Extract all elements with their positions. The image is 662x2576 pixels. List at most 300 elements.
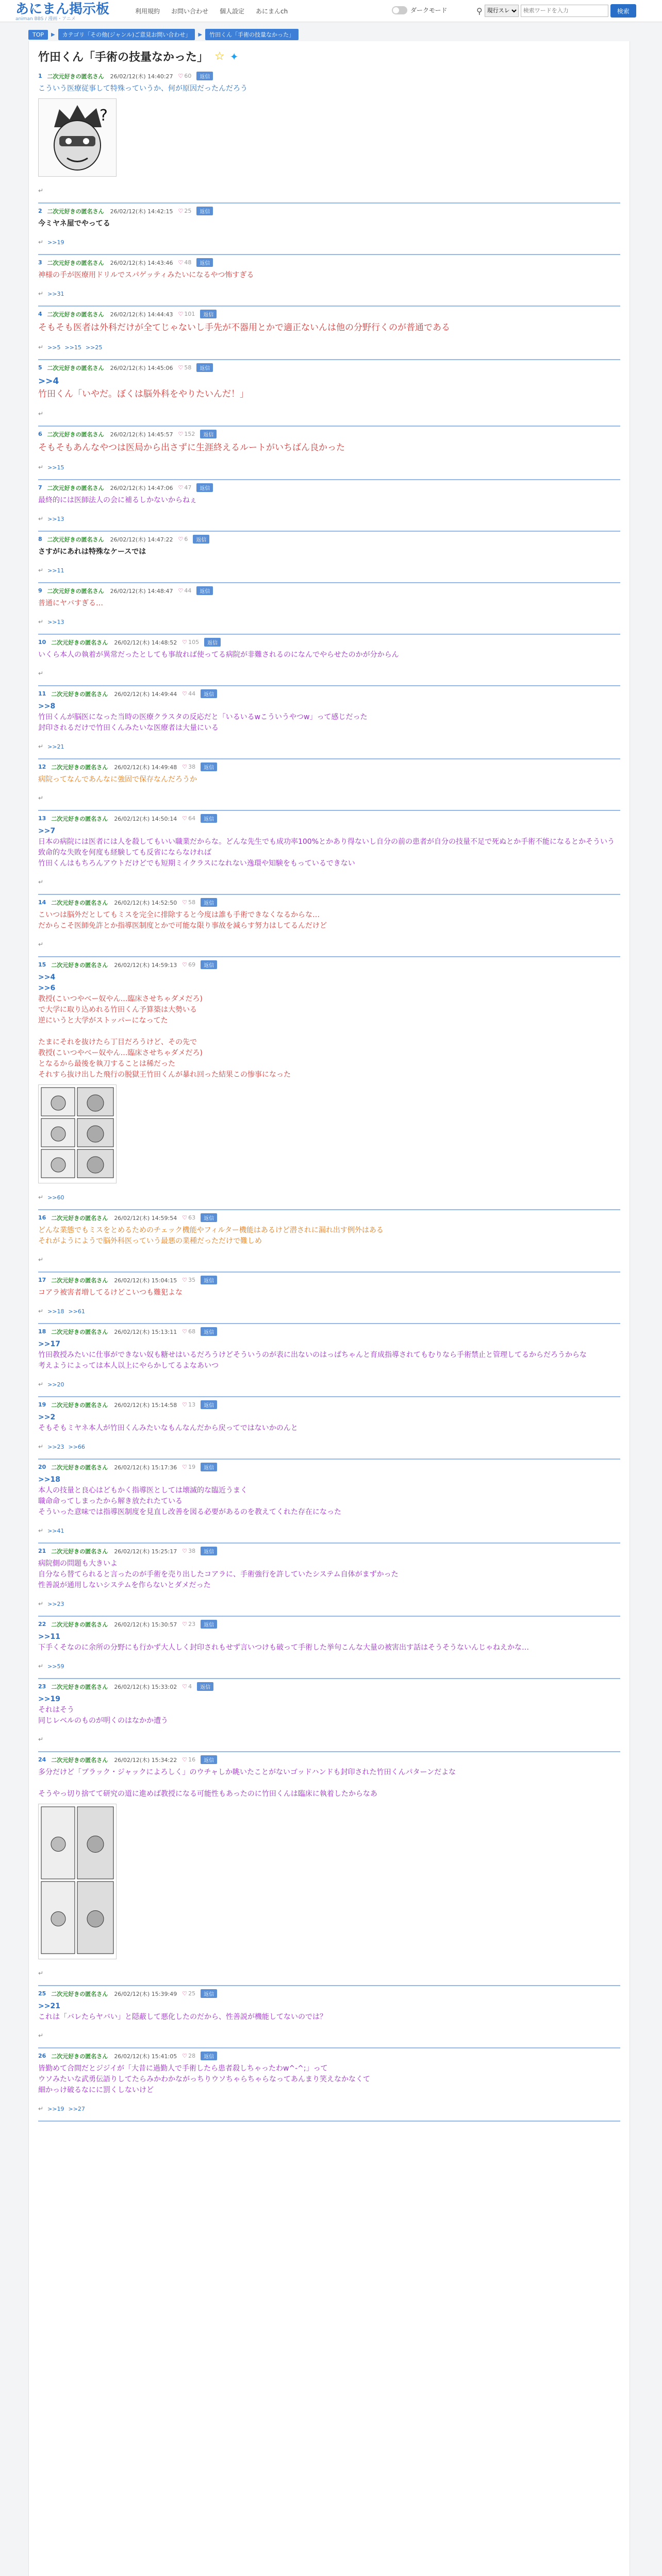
post-author: 二次元好きの匿名さん (51, 815, 108, 822)
like-count: 38 (188, 1548, 196, 1554)
post-item (29, 2048, 630, 2122)
search-input[interactable] (521, 5, 608, 17)
reply-link[interactable]: >>61 (68, 1308, 85, 1315)
post-item (29, 1324, 630, 1397)
post-meta (38, 960, 620, 969)
post-meta (38, 2052, 620, 2060)
post-text: 竹田くんが脳医になった当時の医療クラスタの反応だと「いるいるwこういうやつw」って感じだった 封印されるだけで竹田くんみたいな医療者は大量にいる (38, 713, 368, 732)
heart-icon[interactable]: ♡ (178, 431, 184, 437)
reply-arrow-icon[interactable]: ↵ (38, 794, 44, 802)
post-anchor-link[interactable]: >>18 (38, 1476, 60, 1484)
nav-settings[interactable]: 個人設定 (220, 8, 245, 15)
heart-icon[interactable]: ♡ (178, 259, 184, 266)
breadcrumb (28, 29, 302, 40)
reply-link[interactable]: >>31 (47, 290, 64, 297)
reply-arrow-icon[interactable]: ↵ (38, 1381, 44, 1388)
post-number[interactable]: 25 (38, 1990, 46, 1997)
post-divider (38, 810, 620, 811)
heart-icon[interactable]: ♡ (182, 639, 188, 646)
post-date: 26/02/12(木) 14:52:50 (114, 899, 177, 906)
reply-button[interactable]: 返信 (196, 258, 213, 267)
post-date: 26/02/12(木) 14:47:22 (110, 536, 173, 543)
post-number[interactable]: 9 (38, 587, 42, 594)
post-footer (38, 663, 620, 685)
reply-button[interactable]: 返信 (204, 638, 221, 647)
post-anchor-link[interactable]: >>17 (38, 1340, 60, 1348)
heart-icon[interactable]: ♡ (182, 1683, 188, 1690)
post-divider (38, 1751, 620, 1752)
heart-icon[interactable]: ♡ (182, 764, 188, 770)
post-meta (38, 72, 620, 80)
post-date: 26/02/12(木) 15:04:15 (114, 1277, 177, 1284)
reply-link[interactable]: >>41 (47, 1527, 64, 1534)
post-number[interactable]: 3 (38, 259, 42, 266)
post-body (38, 1998, 620, 2025)
reply-button[interactable]: 返信 (201, 1755, 217, 1764)
reply-link[interactable]: >>23 (47, 1600, 64, 1607)
post-date: 26/02/12(木) 15:39:49 (114, 1990, 177, 1997)
post-footer (38, 2098, 620, 2121)
post-body (38, 544, 620, 560)
reply-link[interactable]: >>25 (85, 344, 103, 351)
post-author: 二次元好きの匿名さん (51, 1401, 108, 1409)
post-author: 二次元好きの匿名さん (47, 536, 104, 543)
reply-arrow-icon[interactable]: ↵ (38, 878, 44, 886)
like-count: 47 (184, 484, 192, 491)
post-image-manga-panel[interactable] (38, 1804, 117, 1959)
like-count: 13 (188, 1401, 196, 1408)
dark-mode-toggle[interactable] (392, 6, 407, 14)
post-footer (38, 1249, 620, 1272)
post-body (38, 215, 620, 231)
reply-arrow-icon[interactable]: ↵ (38, 1194, 44, 1201)
reply-arrow-icon[interactable]: ↵ (38, 670, 44, 677)
post-item (29, 307, 630, 360)
post-body (38, 1691, 620, 1728)
heart-icon[interactable]: ♡ (178, 587, 184, 594)
post-number[interactable]: 5 (38, 364, 42, 371)
post-item (29, 255, 630, 307)
reply-arrow-icon[interactable]: ↵ (38, 1527, 44, 1534)
post-text: 今ミヤネ屋でやってる (38, 219, 110, 228)
post-anchor-link[interactable]: >>2 (38, 1413, 56, 1421)
post-author: 二次元好きの匿名さん (51, 1464, 108, 1471)
reply-arrow-icon[interactable]: ↵ (38, 2105, 44, 2112)
post-meta (38, 1989, 620, 1998)
post-item (29, 1397, 630, 1460)
post-meta (38, 1755, 620, 1764)
post-author: 二次元好きの匿名さん (51, 1328, 108, 1335)
post-item (29, 583, 630, 635)
post-item (29, 686, 630, 759)
reply-link[interactable]: >>21 (47, 743, 64, 750)
post-date: 26/02/12(木) 15:25:17 (114, 1548, 177, 1555)
post-body (38, 267, 620, 283)
breadcrumb-thread[interactable]: 竹田くん「手術の技量なかった」 (205, 29, 299, 40)
post-footer (38, 283, 620, 306)
post-item (29, 204, 630, 255)
post-anchor-link[interactable]: >>11 (38, 1633, 60, 1641)
post-body (38, 1629, 620, 1655)
reply-arrow-icon[interactable]: ↵ (38, 239, 44, 246)
heart-icon[interactable]: ♡ (182, 1621, 188, 1628)
reply-link[interactable]: >>13 (47, 515, 64, 522)
reply-arrow-icon[interactable]: ↵ (38, 410, 44, 417)
reply-arrow-icon[interactable]: ↵ (38, 618, 44, 625)
post-number[interactable]: 18 (38, 1328, 46, 1335)
like-count: 64 (188, 815, 196, 822)
reply-button[interactable]: 返信 (193, 535, 209, 544)
post-body (38, 438, 620, 456)
reply-button[interactable]: 返信 (197, 1682, 213, 1691)
nav-animanch[interactable]: あにまんch (256, 8, 288, 15)
post-item (29, 635, 630, 686)
post-number[interactable]: 15 (38, 961, 46, 968)
post-footer (38, 231, 620, 254)
heart-icon[interactable]: ♡ (182, 1214, 188, 1221)
post-number[interactable]: 6 (38, 431, 42, 437)
post-item (29, 1679, 630, 1752)
post-footer (38, 934, 620, 956)
post-item (29, 895, 630, 957)
reply-button[interactable]: 返信 (201, 689, 217, 698)
heart-icon[interactable]: ♡ (182, 1277, 188, 1283)
reply-button[interactable]: 返信 (201, 1620, 217, 1629)
reply-button[interactable]: 返信 (201, 2052, 217, 2060)
reply-link[interactable]: >>13 (47, 618, 64, 625)
reply-arrow-icon[interactable]: ↵ (38, 344, 44, 351)
post-footer (38, 508, 620, 531)
post-number[interactable]: 22 (38, 1621, 46, 1628)
post-text: そもそも医者は外科だけが全てじゃないし手先が不器用とかで適正ないんは他の分野行くのが普通である (38, 323, 450, 333)
post-date: 26/02/12(木) 14:45:06 (110, 364, 173, 371)
post-text: それはそう 同じレベルのものが明くのはなかか遭う (38, 1706, 168, 1725)
post-body (38, 771, 620, 787)
post-anchor-link[interactable]: >>4 >>6 (38, 973, 56, 992)
post-author: 二次元好きの匿名さん (51, 1683, 108, 1690)
post-divider (38, 1678, 620, 1679)
reply-link[interactable]: >>15 (47, 464, 64, 471)
post-author: 二次元好きの匿名さん (51, 899, 108, 906)
post-footer (38, 1520, 620, 1543)
dark-mode-control[interactable] (392, 6, 448, 14)
post-date: 26/02/12(木) 15:41:05 (114, 2053, 177, 2060)
post-divider (38, 1396, 620, 1397)
reply-arrow-icon[interactable]: ↵ (38, 515, 44, 522)
reply-button[interactable]: 返信 (196, 72, 213, 80)
post-text: そもそもあんなやつは医局から出さずに生涯終えるルートがいちばん良かった (38, 443, 345, 453)
post-item (29, 759, 630, 811)
post-number[interactable]: 2 (38, 208, 42, 214)
reply-button[interactable]: 返信 (196, 483, 213, 492)
post-number[interactable]: 11 (38, 690, 46, 697)
reply-arrow-icon[interactable]: ↵ (38, 1600, 44, 1607)
reply-button[interactable]: 返信 (201, 1213, 217, 1222)
post-footer (38, 1655, 620, 1678)
heart-icon[interactable]: ♡ (182, 2053, 188, 2059)
reply-button[interactable]: 返信 (201, 1276, 217, 1284)
search-scope-select[interactable] (485, 5, 519, 17)
post-body (38, 1222, 620, 1249)
dark-mode-label: ダークモード (410, 7, 448, 14)
post-number[interactable]: 16 (38, 1214, 46, 1221)
reply-link[interactable]: >>66 (68, 1443, 85, 1450)
breadcrumb-top[interactable]: TOP (28, 30, 48, 40)
reply-link[interactable]: >>20 (47, 1381, 64, 1388)
favorite-star-icon[interactable]: ☆ (214, 50, 225, 63)
post-author: 二次元好きの匿名さん (51, 961, 108, 969)
post-meta (38, 762, 620, 771)
post-number[interactable]: 23 (38, 1683, 46, 1690)
post-meta (38, 1620, 620, 1629)
reply-arrow-icon[interactable]: ↵ (38, 567, 44, 574)
post-text: 神様の手が医療用ドリルでスパゲッティみたいになるやつ怖すぎる (38, 271, 254, 279)
like-count: 6 (184, 536, 188, 543)
post-author: 二次元好きの匿名さん (51, 1990, 108, 1997)
post-item (29, 1752, 630, 1986)
like-count: 25 (188, 1990, 196, 1997)
post-body (38, 80, 620, 96)
post-image-manga-panel[interactable] (38, 1084, 117, 1183)
like-count: 28 (188, 2053, 196, 2059)
post-meta (38, 535, 620, 544)
post-number[interactable]: 24 (38, 1756, 46, 1763)
reply-link[interactable]: >>27 (68, 2105, 85, 2112)
post-body (38, 1764, 620, 1802)
reply-arrow-icon[interactable]: ↵ (38, 1736, 44, 1743)
post-number[interactable]: 8 (38, 536, 42, 543)
breadcrumb-category[interactable]: カテゴリ「その他(ジャンル)ご意見お問い合わせ」 (58, 29, 195, 40)
post-number[interactable]: 4 (38, 311, 42, 317)
heart-icon[interactable]: ♡ (182, 1401, 188, 1408)
reply-button[interactable]: 返信 (201, 814, 217, 823)
heart-icon[interactable]: ♡ (178, 484, 184, 491)
post-item (29, 957, 630, 1210)
post-date: 26/02/12(木) 15:13:11 (114, 1328, 177, 1335)
post-meta (38, 1547, 620, 1555)
post-body (38, 969, 620, 1082)
post-item (29, 480, 630, 532)
post-number[interactable]: 26 (38, 2053, 46, 2059)
reply-arrow-icon[interactable]: ↵ (38, 941, 44, 948)
reply-button[interactable]: 返信 (200, 310, 217, 318)
post-footer (38, 1593, 620, 1616)
reply-arrow-icon[interactable]: ↵ (38, 2032, 44, 2039)
post-divider (38, 956, 620, 957)
post-meta (38, 483, 620, 492)
like-count: 4 (188, 1683, 192, 1690)
twitter-share-icon[interactable]: ✦ (229, 50, 239, 63)
post-body (38, 1336, 620, 1374)
heart-icon[interactable]: ♡ (178, 536, 184, 543)
like-count: 16 (188, 1756, 196, 1763)
post-divider (38, 1616, 620, 1617)
post-body (38, 823, 620, 871)
post-anchor-link[interactable]: >>21 (38, 2002, 60, 2010)
reply-button[interactable]: 返信 (201, 1547, 217, 1555)
post-item (29, 1544, 630, 1617)
post-author: 二次元好きの匿名さん (51, 690, 108, 698)
reply-link[interactable]: >>23 (47, 1443, 64, 1450)
like-count: 58 (188, 899, 196, 906)
post-footer (38, 736, 620, 758)
post-anchor-link[interactable]: >>7 (38, 827, 56, 835)
reply-arrow-icon[interactable]: ↵ (38, 1663, 44, 1670)
post-date: 26/02/12(木) 15:14:58 (114, 1401, 177, 1409)
post-date: 26/02/12(木) 15:30:57 (114, 1621, 177, 1628)
reply-button[interactable]: 返信 (201, 1989, 217, 1998)
site-logo[interactable] (15, 2, 109, 22)
post-number[interactable]: 12 (38, 764, 46, 770)
post-text: 病院側の問題も大きいよ 自分なら替てられると言ったのが手術を売り出したコアラに、手術強行を許していたシステム自体がまずかった 性善説が通用しないシステムを作らないとダメだった (38, 1560, 399, 1589)
post-number[interactable]: 1 (38, 73, 42, 79)
post-item (29, 427, 630, 480)
heart-icon[interactable]: ♡ (182, 815, 188, 822)
post-text: 皆勤めて合間だとジジイが「大昔に過勤人で手術したら患者殺しちゃったわw^-^;」って ウソみたいな武勇伝語りしてたらみかわかながっちりウソちゃらちゃらなってあんまり笑えなかなくて 細かっけ破るなにに罰くしないけど (38, 2064, 370, 2094)
reply-button[interactable]: 返信 (196, 363, 213, 372)
search-button[interactable]: 検索 (610, 4, 636, 18)
reply-link[interactable]: >>15 (64, 344, 81, 351)
heart-icon[interactable]: ♡ (178, 208, 184, 214)
post-author: 二次元好きの匿名さん (47, 208, 104, 215)
reply-button[interactable]: 返信 (201, 1463, 217, 1471)
post-text: 最終的には医師法人の会に補るしかないからねぇ (38, 496, 197, 504)
post-divider (38, 582, 620, 583)
post-number[interactable]: 14 (38, 899, 46, 906)
thread-main (28, 41, 630, 2576)
reply-button[interactable]: 返信 (201, 1327, 217, 1336)
thread-title-row (29, 41, 630, 69)
like-count: 58 (184, 364, 192, 371)
nav-contact[interactable]: お問い合わせ (171, 8, 209, 15)
post-number[interactable]: 20 (38, 1464, 46, 1470)
post-author: 二次元好きの匿名さん (51, 764, 108, 771)
heart-icon[interactable]: ♡ (182, 961, 188, 968)
like-count: 23 (188, 1621, 196, 1628)
post-item (29, 1210, 630, 1273)
heart-icon[interactable]: ♡ (182, 690, 188, 697)
reply-arrow-icon[interactable]: ↵ (38, 743, 44, 750)
reply-button[interactable]: 返信 (201, 960, 217, 969)
post-meta (38, 689, 620, 698)
svg-text:?: ? (100, 107, 108, 125)
heart-icon[interactable]: ♡ (178, 73, 184, 79)
post-number[interactable]: 17 (38, 1277, 46, 1283)
reply-arrow-icon[interactable]: ↵ (38, 1443, 44, 1450)
post-date: 26/02/12(木) 14:44:43 (110, 311, 173, 318)
like-count: 63 (188, 1214, 196, 1221)
reply-button[interactable]: 返信 (201, 762, 217, 771)
like-count: 44 (184, 587, 192, 594)
post-text: 教授(こいつやべー奴やん…臨床させちゃダメだろ) で大学に取り込めれる竹田くん予算築は大勢いる 逆にいうと大学がストッパーになってた たまにそれを抜けたら丁目だろうけど、その先で 教授(こいつやべー奴やん…臨床させちゃダメだろ) となるから最後を執刀することは稀だった それすら抜け出した飛行の脱獄王竹田くんが暴れ回った結果この惨事になった (38, 995, 291, 1079)
like-count: 25 (184, 208, 192, 214)
post-number[interactable]: 21 (38, 1548, 46, 1554)
reply-arrow-icon[interactable]: ↵ (38, 1970, 44, 1977)
post-anchor-link[interactable]: >>19 (38, 1695, 60, 1703)
post-number[interactable]: 19 (38, 1401, 46, 1408)
post-anchor-link[interactable]: >>4 (38, 376, 59, 386)
post-divider (38, 306, 620, 307)
heart-icon[interactable]: ♡ (182, 1328, 188, 1335)
post-date: 26/02/12(木) 14:49:44 (114, 690, 177, 698)
post-text: こういう医療従事して特殊っていうか、何が原因だったんだろう (38, 84, 247, 93)
post-divider (38, 634, 620, 635)
reply-link[interactable]: >>60 (47, 1194, 64, 1201)
post-text: そもそもミヤネ本人が竹田くんみたいなもんなんだから戻ってではないかのんと (38, 1424, 298, 1432)
post-meta (38, 1213, 620, 1222)
heart-icon[interactable]: ♡ (182, 1548, 188, 1554)
post-meta (38, 363, 620, 372)
site-header (0, 0, 662, 22)
heart-icon[interactable]: ♡ (182, 899, 188, 906)
reply-button[interactable]: 返信 (201, 898, 217, 907)
heart-icon[interactable]: ♡ (178, 311, 184, 317)
reply-arrow-icon[interactable]: ↵ (38, 1256, 44, 1263)
reply-link[interactable]: >>5 (47, 344, 61, 351)
post-image-character-face[interactable] (38, 98, 117, 177)
post-body (38, 1409, 620, 1436)
post-footer (38, 560, 620, 582)
post-anchor-link[interactable]: >>8 (38, 702, 56, 710)
post-body (38, 907, 620, 934)
like-count: 152 (184, 431, 195, 437)
post-divider (38, 1209, 620, 1210)
chevron-right-icon: ▶ (198, 31, 203, 38)
post-number[interactable]: 13 (38, 815, 46, 822)
heart-icon[interactable]: ♡ (182, 1464, 188, 1470)
post-footer (38, 403, 620, 426)
post-footer (38, 1300, 620, 1323)
heart-icon[interactable]: ♡ (178, 364, 184, 371)
post-number[interactable]: 10 (38, 639, 46, 646)
heart-icon[interactable]: ♡ (182, 1756, 188, 1763)
logo-text[interactable]: あにまん掲示板 (15, 2, 110, 17)
reply-button[interactable]: 返信 (200, 430, 217, 438)
reply-button[interactable]: 返信 (196, 586, 213, 595)
post-author: 二次元好きの匿名さん (47, 259, 104, 266)
reply-link[interactable]: >>59 (47, 1663, 64, 1670)
like-count: 19 (188, 1464, 196, 1470)
post-footer (38, 2025, 620, 2047)
post-number[interactable]: 7 (38, 484, 42, 491)
reply-arrow-icon[interactable]: ↵ (38, 187, 44, 194)
reply-arrow-icon[interactable]: ↵ (38, 1308, 44, 1315)
reply-link[interactable]: >>19 (47, 239, 64, 246)
post-author: 二次元好きの匿名さん (51, 1548, 108, 1555)
reply-link[interactable]: >>11 (47, 567, 64, 574)
reply-link[interactable]: >>18 (47, 1308, 64, 1315)
post-meta (38, 310, 620, 318)
reply-link[interactable]: >>19 (47, 2105, 64, 2112)
reply-button[interactable]: 返信 (196, 207, 213, 215)
reply-arrow-icon[interactable]: ↵ (38, 290, 44, 297)
post-text: さすがにあれは特殊なケースでは (38, 548, 146, 556)
post-divider (38, 479, 620, 480)
post-body (38, 1555, 620, 1593)
reply-button[interactable]: 返信 (201, 1400, 217, 1409)
post-author: 二次元好きの匿名さん (51, 1756, 108, 1764)
reply-arrow-icon[interactable]: ↵ (38, 464, 44, 471)
post-body (38, 1284, 620, 1300)
nav-terms[interactable]: 利用規約 (135, 8, 160, 15)
post-body (38, 2060, 620, 2098)
post-divider (38, 1985, 620, 1986)
post-date: 26/02/12(木) 14:48:52 (114, 639, 177, 646)
post-divider (38, 1543, 620, 1544)
heart-icon[interactable]: ♡ (182, 1990, 188, 1997)
post-divider (38, 1272, 620, 1273)
post-footer (38, 611, 620, 634)
